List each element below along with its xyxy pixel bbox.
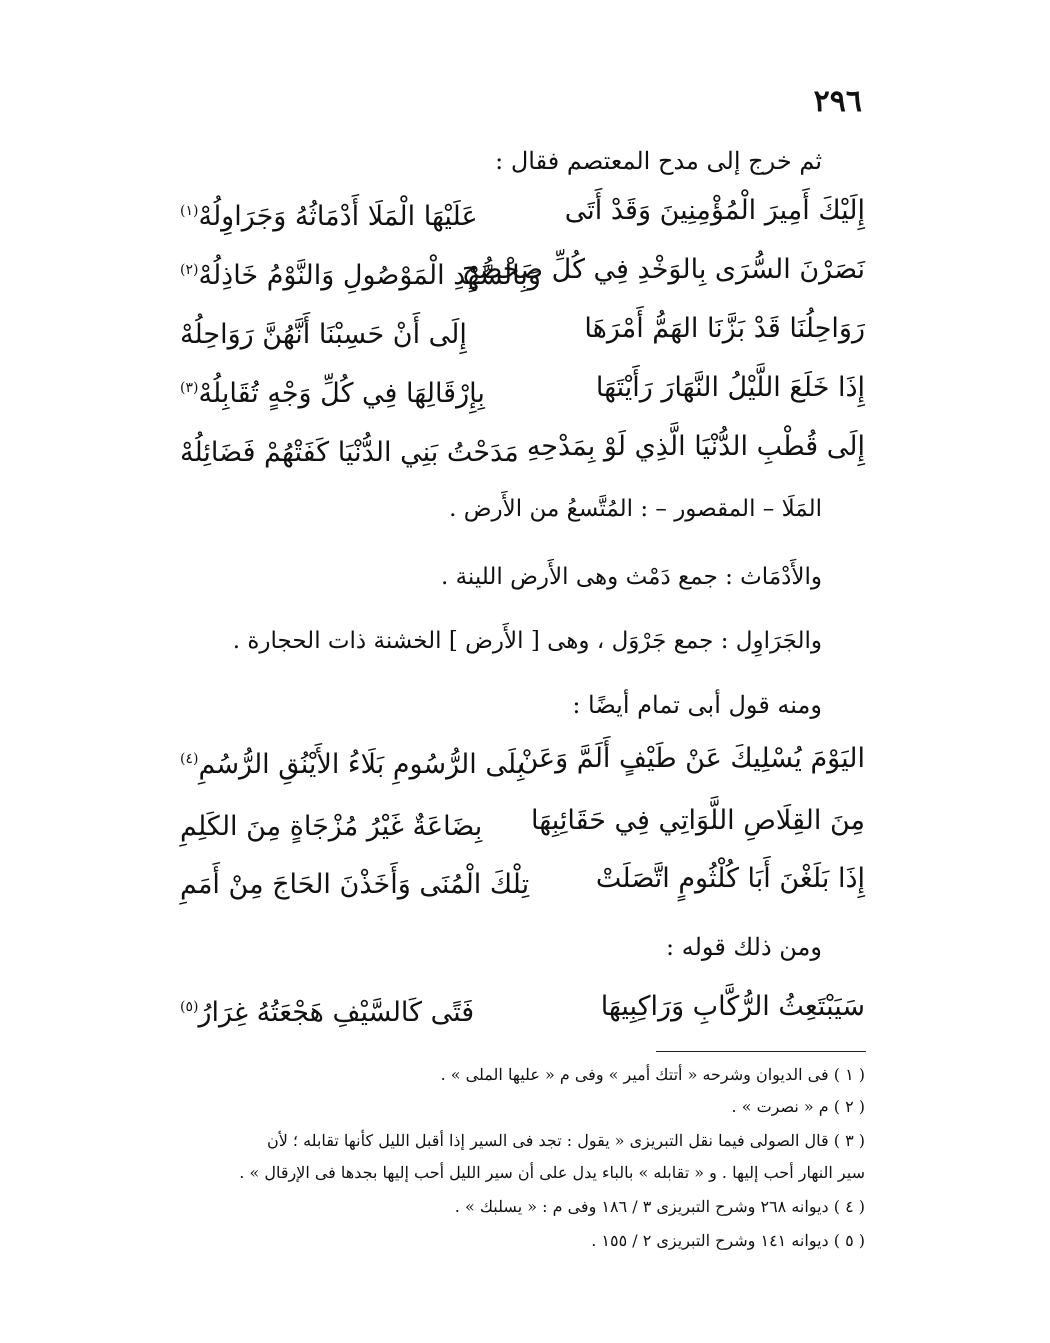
footnote-divider (656, 1051, 866, 1052)
second-hemistich: بِضَاعَةٌ غَيْرُ مُزْجَاةٍ مِنَ الكَلِمِ (180, 811, 483, 842)
verse-line (180, 798, 865, 844)
first-hemistich: إِلَيْكَ أَمِيرَ الْمُؤْمِنِينَ وَقَدْ أَتَى (564, 195, 865, 226)
footnote: ( ٢ ) م « نصرت » . (731, 1097, 865, 1116)
verse-line (180, 247, 865, 293)
first-hemistich: مِنَ القِلَاصِ اللَّوَاتِي فِي حَقَائِبِهَا (531, 805, 865, 836)
gloss-line: المَلَا – المقصور – : المُتَّسعُ من الأَرض . (449, 496, 822, 522)
footnote: ( ٤ ) ديوانه ٢٦٨ وشرح التبريزى ٣ / ١٨٦ وفى م : « يسلبك » . (454, 1197, 865, 1216)
footnote-marker: (١) (180, 203, 199, 219)
first-hemistich: رَوَاحِلُنَا قَدْ بَزَّنَا الهَمُّ أَمْرَهَا (584, 313, 865, 344)
intro-line: ثم خرج إلى مدح المعتصم فقال : (495, 147, 822, 175)
gloss-line: والأَدْمَاث : جمع دَمْث وهى الأَرض اللينة . (440, 564, 822, 590)
first-hemistich: سَيَبْتَعِثُ الرُّكَّابِ وَرَاكِبِيهَا (600, 991, 865, 1022)
second-hemistich: إِلَى أَنْ حَسِبْنَا أَنَّهُنَّ رَوَاحِلُهْ (180, 319, 467, 350)
footnote-marker: (٤) (180, 751, 199, 767)
verse-line (180, 736, 865, 782)
verse-line (180, 306, 865, 352)
first-hemistich: إِذَا بَلَغْنَ أَبَا كُلْثُومٍ اتَّصَلَتْ (595, 863, 865, 894)
second-hemistich: وَبِالسُّهْدِ الْمَوْصُولِ وَالنَّوْمُ خَاذِلُهْ$^{(٢)}$ (180, 260, 541, 291)
footnote: ( ١ ) فى الديوان وشرحه « أتتك أمير » وفى م « عليها الملى » . (440, 1065, 865, 1084)
page-number: ٢٩٦ (813, 84, 862, 119)
verse-line (180, 365, 865, 411)
second-hemistich: بِإِرْقَالِهَا فِي كُلِّ وَجْهٍ تُقَابِلُهْ$^{(٣)}$ (180, 378, 485, 409)
footnote: ( ٥ ) ديوانه ١٤١ وشرح التبريزى ٢ / ١٥٥ . (591, 1231, 865, 1250)
verse-line (180, 188, 865, 234)
intro-line: ومنه قول أبى تمام أيضًا : (572, 691, 822, 719)
intro-line: ومن ذلك قوله : (666, 933, 822, 961)
footnote-marker: (٢) (180, 262, 199, 278)
footnote-marker: (٥) (180, 999, 199, 1015)
verse-line (180, 424, 865, 470)
second-hemistich: مَدَحْتُ بَنِي الدُّنْيَا كَفَتْهُمْ فَضَائِلُهْ (180, 437, 519, 468)
first-hemistich: إِذَا خَلَعَ اللَّيْلُ النَّهَارَ رَأَيْتَهَا (595, 372, 865, 403)
gloss-line: والجَرَاوِل : جمع جَرْوَل ، وهى [ الأَرض ] الخشنة ذات الحجارة . (232, 628, 822, 654)
verse-line (180, 856, 865, 902)
footnote-marker: (٣) (180, 380, 199, 396)
first-hemistich: إِلَى قُطْبِ الدُّنْيَا الَّذِي لَوْ بِمَدْحِهِ (526, 431, 865, 462)
second-hemistich: تِلْكَ الْمُنَى وَأَخَذْنَ الحَاجَ مِنْ أَمَمِ (180, 869, 530, 900)
first-hemistich: نَصَرْنَ السُّرَى بِالوَخْدِ فِي كُلِّ صَحْصَحٍ (461, 254, 865, 285)
first-hemistich: اليَوْمَ يُسْلِيكَ عَنْ طَيْفٍ أَلَمَّ وَعَنْ (518, 743, 865, 774)
second-hemistich: بِلَى الرُّسُومِ بَلَاءُ الأَيْنُقِ الرُّسُمِ$^{(٤)}$ (180, 749, 525, 780)
verse-line (180, 984, 865, 1030)
footnote-continuation: سير النهار أحب إليها . و « تقابله » بالباء يدل على أن سير الليل أحب إليها بجدها فى الإرقال » . (239, 1163, 865, 1182)
second-hemistich: فَتًى كَالسَّيْفِ هَجْعَتُهُ غِرَارُ$^{(٥)}$ (180, 997, 475, 1028)
footnote: ( ٣ ) قال الصولى فيما نقل التبريزى « يقول : تجد فى السير إذا أقبل الليل كأنها تقابله ؛ لأن (266, 1131, 865, 1150)
second-hemistich: عَلَيْهَا الْمَلَا أَدْمَاثُهُ وَجَرَاوِلُهْ$^{(١)}$ (180, 201, 478, 232)
